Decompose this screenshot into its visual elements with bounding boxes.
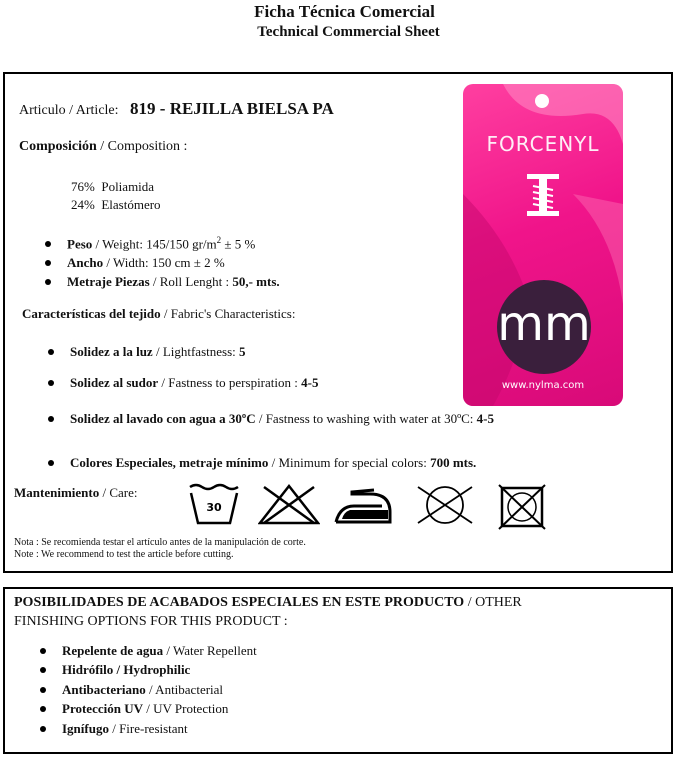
characteristic-label: Solidez al sudor: [70, 375, 159, 390]
characteristic-label: Solidez a la luz: [70, 344, 153, 359]
composition-material: Poliamida: [101, 179, 155, 194]
characteristic-value: 5: [239, 344, 246, 359]
do-not-tumble-dry-icon: [498, 484, 546, 530]
thread-spool-icon: [523, 172, 563, 218]
bullet-icon: [48, 349, 54, 355]
characteristics-label-rest: / Fabric's Characteristics:: [160, 306, 296, 321]
finishing-item-rest: / UV Protection: [142, 701, 229, 716]
tag-hole: [535, 94, 549, 108]
characteristic-value: 4-5: [476, 411, 494, 426]
characteristics-label-bold: Características del tejido: [22, 306, 161, 321]
spec-tolerance: ± 5 %: [221, 236, 256, 252]
spec-roll-value: 50,- mts.: [232, 274, 280, 289]
page-title: Ficha Técnica Comercial: [254, 2, 435, 21]
characteristic-text: / Fastness to perspiration :: [158, 375, 302, 390]
bullet-icon: [40, 706, 46, 712]
finishing-item-bold: Ignífugo: [62, 721, 109, 736]
characteristic-text: / Fastness to washing with water at 30ºC:: [255, 411, 477, 426]
spec-value: / Weight: 145/150 gr/m: [92, 236, 217, 252]
article-label: Articulo / Article:: [19, 103, 119, 118]
bullet-icon: [45, 260, 51, 266]
finishing-item: [40, 701, 228, 717]
characteristic-text: / Minimum for special colors:: [268, 455, 431, 470]
characteristic-value: 4-5: [301, 375, 319, 390]
tag-brand: FORCENYL: [486, 132, 600, 156]
finishing-item: [40, 643, 257, 659]
characteristic-label: Solidez al lavado con agua a 30ºC: [70, 411, 256, 426]
characteristic-label: Colores Especiales, metraje mínimo: [70, 455, 269, 470]
spec-value: / Roll Lenght :: [149, 274, 233, 289]
article-row: [19, 99, 334, 119]
tag-url: www.nylma.com: [501, 380, 585, 391]
finishing-title-rest: / OTHER: [464, 595, 522, 610]
spec-weight: [45, 235, 255, 252]
bullet-icon: [40, 726, 46, 732]
care-label-bold: Mantenimiento: [14, 485, 100, 500]
care-label: [14, 485, 137, 501]
finishing-item-rest: / Fire-resistant: [108, 721, 188, 736]
composition-label-bold: Composición: [19, 139, 97, 154]
composition-label: [19, 139, 187, 155]
wash-temp-label: 30: [206, 501, 222, 514]
finishing-item-bold: Hidrófilo / Hydrophilic: [62, 662, 191, 677]
bullet-icon: [40, 687, 46, 693]
care-label-rest: / Care:: [99, 485, 138, 500]
composition-label-rest: / Composition :: [96, 139, 188, 154]
tag-logo-mark: mm: [497, 296, 591, 352]
do-not-dry-clean-icon: [414, 484, 476, 526]
bullet-icon: [40, 667, 46, 673]
do-not-bleach-icon: [258, 483, 320, 525]
composition-material: Elastómero: [101, 197, 161, 212]
composition-item: [71, 197, 161, 213]
characteristic-item: [48, 375, 318, 391]
note-en: Note : We recommend to test the article before cutting.: [14, 549, 234, 560]
characteristic-value: 700 mts.: [430, 455, 477, 470]
spec-label: Ancho: [67, 255, 104, 270]
composition-percent: 76%: [71, 179, 95, 194]
spec-roll-length: [45, 274, 280, 290]
bullet-icon: [48, 460, 54, 466]
bullet-icon: [48, 416, 54, 422]
article-value: 819 - REJILLA BIELSA PA: [130, 99, 334, 118]
characteristic-item: [48, 344, 246, 360]
finishing-item-rest: / Water Repellent: [163, 643, 257, 658]
characteristic-item: [48, 411, 494, 427]
composition-item: [71, 179, 154, 195]
wash-30-icon: [188, 483, 240, 525]
bullet-icon: [40, 648, 46, 654]
product-tag-image: [463, 84, 623, 406]
bullet-icon: [45, 241, 51, 247]
composition-percent: 24%: [71, 197, 95, 212]
spec-width: [45, 255, 225, 271]
finishing-item: [40, 682, 223, 698]
bullet-icon: [48, 380, 54, 386]
spec-label: Metraje Piezas: [67, 274, 150, 289]
spec-label: Peso: [67, 236, 93, 252]
note-es: Nota : Se recomienda testar el artículo antes de la manipulación de corte.: [14, 537, 306, 548]
finishing-item: [40, 662, 190, 678]
finishing-item: [40, 721, 188, 737]
iron-icon: [332, 486, 394, 526]
characteristics-label: [22, 306, 295, 322]
spec-value: / Width: 150 cm ± 2 %: [103, 255, 225, 270]
finishing-item-rest: / Antibacterial: [145, 682, 224, 697]
spec-superscript: 2: [216, 235, 222, 245]
page-subtitle: Technical Commercial Sheet: [257, 24, 440, 40]
finishing-item-bold: Antibacteriano: [62, 682, 146, 697]
finishing-item-bold: Repelente de agua: [62, 643, 164, 658]
bullet-icon: [45, 279, 51, 285]
finishing-title-line2: FINISHING OPTIONS FOR THIS PRODUCT :: [14, 614, 288, 629]
characteristic-text: / Lightfastness:: [152, 344, 239, 359]
finishing-item-bold: Protección UV: [62, 701, 143, 716]
finishing-title: [14, 595, 522, 611]
finishing-title-bold: POSIBILIDADES DE ACABADOS ESPECIALES EN ESTE PRODUCTO: [14, 595, 465, 610]
characteristic-item: [48, 455, 476, 471]
